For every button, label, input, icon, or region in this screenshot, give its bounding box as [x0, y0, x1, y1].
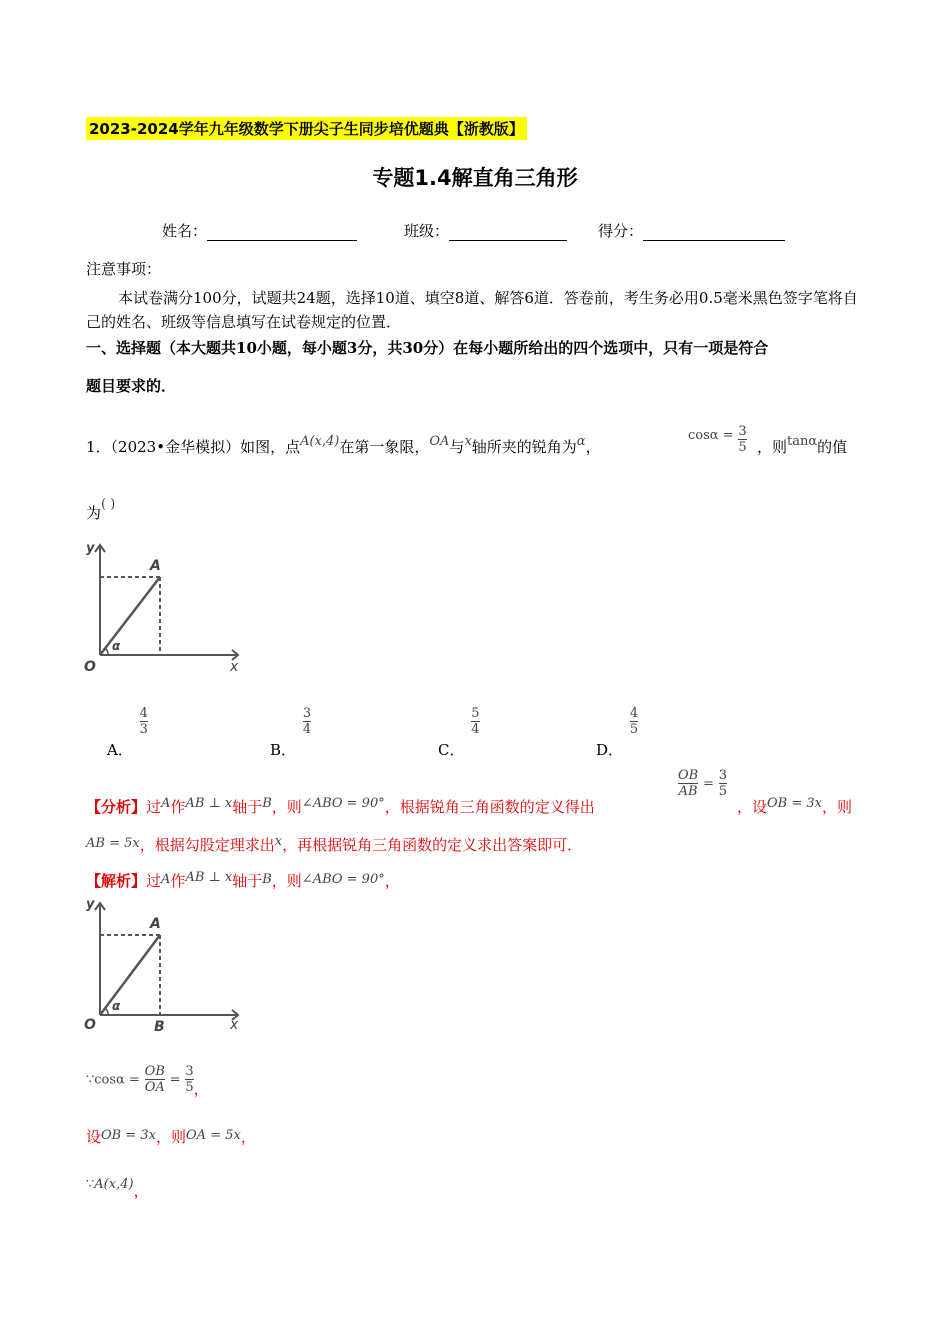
option-b[interactable]: B． $\frac{3}{4}$ [270, 706, 312, 759]
analysis-line1: 【分析】过A作AB ⊥ x轴于B，则∠ABO = 90°，根据锐角三角函数的定义得出 [86, 796, 595, 816]
section-heading-line1: 一、选择题（本大题共10小题，每小题3分，共30分）在每小题所给出的四个选项中，只有一项是符合 [86, 339, 769, 357]
label-o: O [84, 659, 96, 675]
name-field[interactable] [162, 220, 357, 241]
class-field[interactable] [404, 220, 567, 241]
solution-line1: 【解析】过A作AB ⊥ x轴于B，则∠ABO = 90°， [86, 870, 400, 890]
question-figure [80, 535, 250, 680]
label-o: O [84, 1017, 96, 1033]
solution-set-line: 设OB = 3x，则OA = 5x， [86, 1128, 256, 1146]
label-y: y [86, 541, 95, 556]
label-a: A [150, 916, 161, 932]
score-field[interactable] [598, 220, 785, 241]
label-x: x [230, 1017, 239, 1033]
analysis-line2: AB = 5x，根据勾股定理求出x，再根据锐角三角函数的定义求出答案即可． [86, 834, 583, 854]
solution-point-line: ∵A(x,4)， [86, 1177, 149, 1200]
question-1-line1: 1．（2023•金华模拟）如图，点A(x,4)在第一象限，OA与x轴所夹的锐角为α， [86, 434, 601, 456]
class-label: 班级： [404, 222, 450, 240]
label-x: x [230, 659, 239, 675]
label-alpha: α [112, 639, 121, 653]
question-1-tail: ，则tanα的值 [757, 434, 848, 456]
name-label: 姓名： [162, 222, 208, 240]
label-a: A [150, 558, 161, 574]
cos-formula: cosα = $\frac{3}{5}$ [688, 424, 747, 455]
option-a[interactable]: A． $\frac{4}{3}$ [107, 706, 148, 759]
analysis-line1-tail: ，设OB = 3x，则 [737, 796, 853, 816]
question-1-line2: 为( ) [86, 497, 116, 522]
label-b: B [154, 1019, 165, 1035]
option-d[interactable]: D． $\frac{4}{5}$ [596, 706, 639, 759]
label-y: y [86, 897, 95, 912]
segment-oa [100, 577, 160, 655]
label-alpha: α [112, 999, 121, 1013]
score-label: 得分： [598, 222, 644, 240]
analysis-ratio: $\frac{OB}{AB}$ = $\frac{3}{5}$ [678, 768, 727, 799]
section-heading-line2: 题目要求的． [86, 377, 177, 395]
page-title: 专题1.4解直角三角形 [372, 166, 578, 190]
notice-text: 本试卷满分100分，试题共24题，选择10道、填空8道、解答6道．答卷前，考生务必用0.5毫米黑色签字笔将自己的姓名、班级等信息填写在试卷规定的位置． [86, 289, 858, 331]
series-banner: 2023-2024学年九年级数学下册尖子生同步培优题典【浙教版】 [86, 117, 527, 140]
solution-figure [80, 893, 250, 1038]
notice-heading: 注意事项： [86, 260, 162, 278]
segment-oa [100, 935, 160, 1015]
option-c[interactable]: C． $\frac{5}{4}$ [438, 706, 480, 759]
solution-cos-line: ∵cosα = $\frac{OB}{OA}$ = $\frac{3}{5}$ ， [86, 1064, 209, 1098]
